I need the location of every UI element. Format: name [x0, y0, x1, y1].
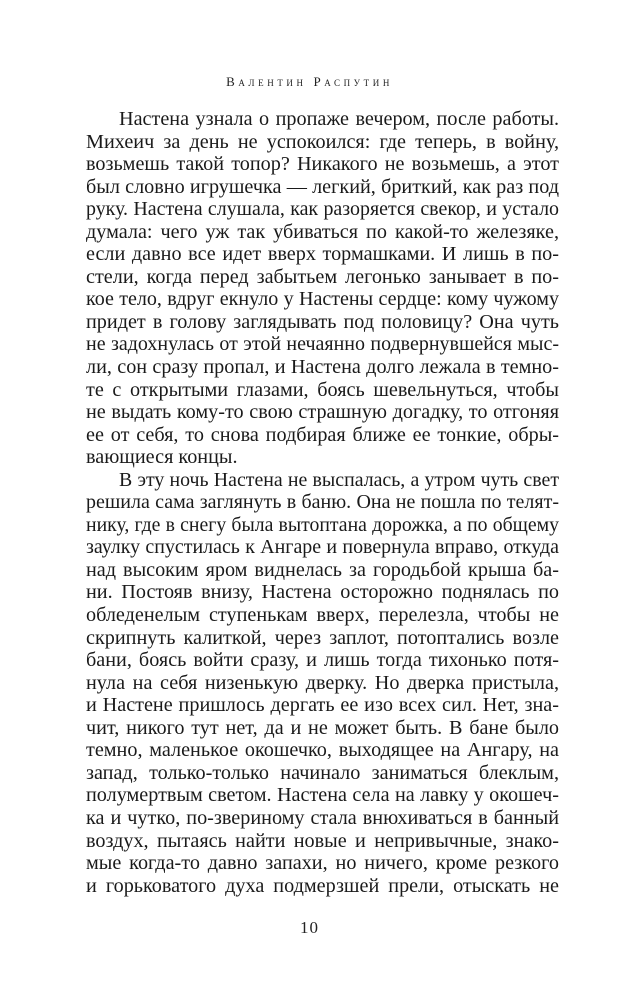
paragraph-2 — [86, 469, 559, 897]
text-line: те с открытыми глазами, боясь шевельнуться, чтобы — [86, 378, 559, 401]
text-line: над высоким яром виднелась за городьбой крыша ба- — [86, 558, 559, 581]
text-line: вающиеся концы. — [86, 446, 238, 469]
text-line: и горьковатого духа подмерзшей прели, отыскать не — [86, 874, 559, 897]
text-line: был словно игрушечка — легкий, бриткий, как раз под — [86, 175, 559, 198]
text-line: мые когда-то давно запахи, но ничего, кроме резкого — [86, 852, 559, 875]
text-line: В эту ночь Настена не выспалась, а утром чуть свет — [119, 468, 559, 491]
text-line: стели, когда перед забытьем легонько занывает в по- — [86, 265, 559, 288]
text-line: придет в голову заглядывать под половицу? Она чуть — [86, 310, 559, 333]
text-line: воздух, пытаясь найти новые и непривычные, знако- — [86, 829, 559, 852]
text-line: обледенелым ступенькам вверх, перелезла, чтобы не — [86, 604, 559, 627]
text-line: не выдать кому-то свою страшную догадку, то отгоняя — [86, 401, 559, 424]
text-line: бани, боясь войти сразу, и лишь тогда тихонько потя- — [86, 649, 559, 672]
page-number: 10 — [300, 918, 319, 937]
text-line: если давно все идет вверх тормашками. И лишь в по- — [86, 243, 559, 266]
text-line: и Настене пришлось дергать ее изо всех сил. Нет, зна- — [86, 694, 559, 717]
text-line: полумертвым светом. Настена села на лавку у окошеч- — [86, 784, 559, 807]
text-line: думала: чего уж так убиваться по какой-то железяке, — [86, 220, 559, 243]
text-line: нула на себя низенькую дверку. Но дверка пристыла, — [86, 671, 559, 694]
text-line: ли, сон сразу пропал, и Настена долго лежала в темно- — [86, 356, 559, 379]
text-line: Михеич за день не успокоился: где теперь, в войну, — [86, 130, 559, 153]
text-line: заулку спустилась к Ангаре и повернула вправо, откуда — [86, 536, 559, 559]
text-line: Настена узнала о пропаже вечером, после работы. — [119, 108, 559, 130]
text-line: не задохнулась от этой нечаянно подвернувшейся мыс- — [86, 333, 559, 356]
text-line: возьмешь такой топор? Никакого не возьмешь, а этот — [86, 153, 559, 176]
text-line: чит, никого тут нет, да и не может быть. В бане было — [86, 716, 559, 739]
paragraph-1 — [86, 108, 559, 469]
text-line: скрипнуть калиткой, через заплот, потоптались возле — [86, 626, 559, 649]
text-line: темно, маленькое окошечко, выходящее на Ангару, на — [86, 739, 559, 762]
text-line: кое тело, вдруг екнуло у Настены сердце: кому чужому — [86, 288, 559, 311]
text-line: нику, где в снегу была вытоптана дорожка, а по общему — [86, 513, 559, 536]
text-line: руку. Настена слушала, как разоряется свекор, и устало — [86, 198, 559, 221]
text-line: ни. Постояв внизу, Настена осторожно поднялась по — [86, 581, 559, 604]
text-line: ка и чутко, по-звериному стала внюхиваться в банный — [86, 806, 559, 829]
text-line: решила сама заглянуть в баню. Она не пошла по телят- — [86, 491, 559, 514]
text-line: запад, только-только начинало заниматься блеклым, — [86, 761, 559, 784]
body-text — [86, 108, 559, 897]
running-head: Валентин Распутин — [226, 74, 393, 89]
text-line: ее от себя, то снова подбирая ближе ее тонкие, обры- — [86, 423, 559, 446]
